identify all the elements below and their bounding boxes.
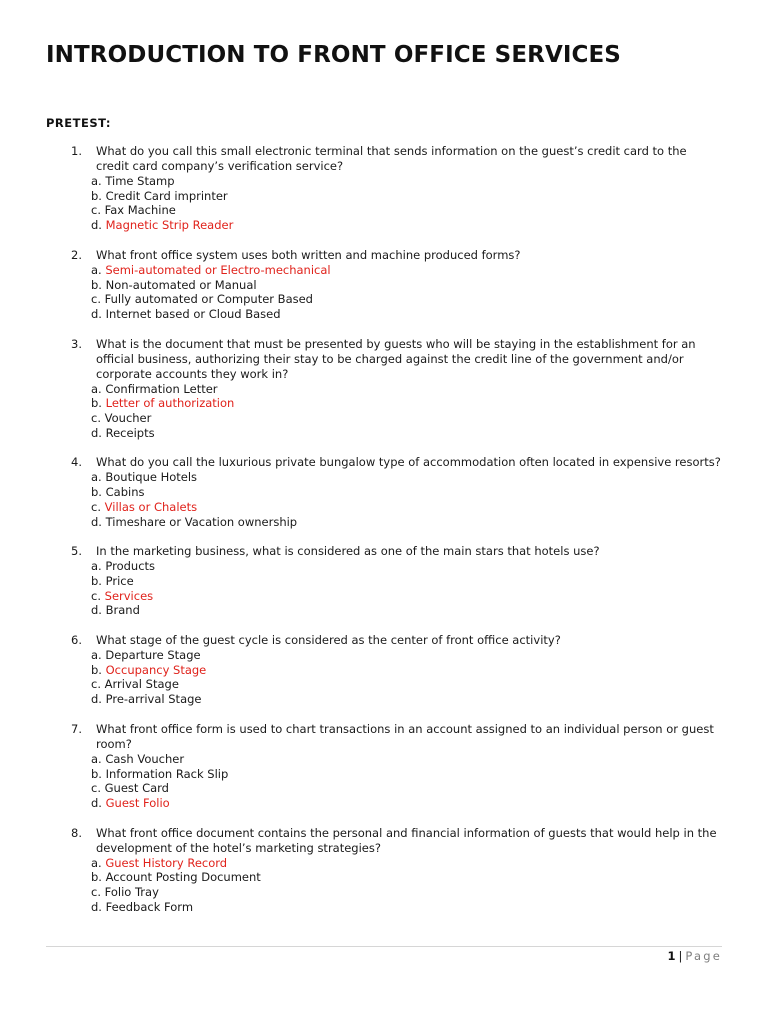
choice-list [0,174,768,233]
choice-text: Non-automated or Manual [105,277,257,292]
choice-d [91,796,768,811]
section-label: PRETEST: [46,116,111,130]
question-text: What front office form is used to chart transactions in an account assigned to an individual person or guest room? [96,721,714,751]
choice-text: Credit Card imprinter [105,188,228,203]
choice-letter: c. [91,885,101,900]
choice-a [91,174,768,189]
choice-letter: d. [91,514,102,529]
question-8 [0,826,768,915]
choice-letter: c. [91,677,101,692]
choice-text: Account Posting Document [105,870,261,885]
choice-text: Guest History Record [105,855,228,870]
question-number: 6. [71,633,82,648]
choice-letter: d. [91,425,102,440]
choice-c [91,677,768,692]
question-text: What front office document contains the personal and financial information of guests that would help in the development of the hotel’s marketing strategies? [96,825,717,855]
choice-letter: b. [91,766,102,781]
choice-letter: a. [91,174,102,188]
choice-text: Guest Folio [105,795,170,810]
choice-letter: a. [91,470,102,485]
choice-b [91,278,768,293]
choice-text: Occupancy Stage [105,662,207,677]
choice-letter: d. [91,603,102,618]
choice-b [91,663,768,678]
choice-c [91,781,768,796]
choice-letter: c. [91,203,101,218]
choice-text: Voucher [104,411,152,426]
question-2 [0,248,768,322]
question-6 [0,633,768,707]
choice-text: Villas or Chalets [104,499,198,514]
choice-letter: c. [91,411,101,426]
choice-letter: c. [91,588,101,603]
choice-a [91,648,768,663]
choice-text: Arrival Stage [104,677,179,692]
choice-text: Magnetic Strip Reader [105,218,234,233]
question-text: What do you call the luxurious private bungalow type of accommodation often located in expensive resorts? [96,455,721,470]
choice-b [91,485,768,500]
question-4 [0,455,768,529]
choice-b [91,870,768,885]
choice-letter: d. [91,795,102,810]
question-number: 2. [71,247,82,262]
choice-list [0,470,768,529]
question-3 [0,337,768,441]
choice-letter: b. [91,870,102,885]
choice-a [91,382,768,397]
choice-letter: a. [91,751,102,766]
choice-letter: b. [91,188,102,203]
choice-letter: a. [91,262,102,277]
page-title: INTRODUCTION TO FRONT OFFICE SERVICES [46,42,621,68]
choice-letter: b. [91,573,102,588]
choice-letter: c. [91,292,101,307]
choice-text: Cash Voucher [105,751,185,766]
page-footer [667,949,722,963]
choice-list [0,559,768,618]
choice-letter: d. [91,899,102,914]
choice-d [91,218,768,233]
choice-letter: c. [91,499,101,514]
choice-letter: b. [91,485,102,500]
question-text: What front office system uses both written and machine produced forms? [96,247,521,262]
choice-text: Time Stamp [105,174,175,188]
choice-letter: b. [91,396,102,411]
choice-d [91,603,768,618]
choice-a [91,470,768,485]
choice-c [91,885,768,900]
choice-letter: d. [91,306,102,321]
choice-letter: a. [91,381,102,396]
footer-divider [46,946,722,947]
choice-list [0,856,768,915]
question-number: 5. [71,544,82,559]
choice-text: Internet based or Cloud Based [105,306,281,321]
choice-text: Departure Stage [105,648,201,663]
choice-text: Fax Machine [104,203,176,218]
choice-c [91,500,768,515]
choice-d [91,692,768,707]
question-text: In the marketing business, what is considered as one of the main stars that hotels use? [96,544,600,559]
question-number: 4. [71,455,82,470]
choice-letter: a. [91,559,102,574]
choice-letter: d. [91,218,102,233]
question-number: 8. [71,825,82,840]
choice-a [91,856,768,871]
question-number: 1. [71,144,82,158]
footer-separator: | [678,949,683,963]
choice-text: Cabins [105,485,145,500]
choice-text: Guest Card [104,781,169,796]
choice-text: Receipts [105,425,155,440]
choice-c [91,411,768,426]
question-list [0,144,768,915]
choice-text: Semi-automated or Electro-mechanical [105,262,331,277]
question-text: What do you call this small electronic terminal that sends information on the guest’s credit card to the credit card company’s verification service? [96,144,687,173]
choice-letter: d. [91,692,102,707]
choice-d [91,900,768,915]
choice-list [0,752,768,811]
choice-letter: a. [91,648,102,663]
choice-b [91,189,768,204]
choice-text: Boutique Hotels [105,470,198,485]
choice-a [91,559,768,574]
choice-d [91,307,768,322]
choice-list [0,263,768,322]
choice-d [91,515,768,530]
choice-text: Feedback Form [105,899,194,914]
choice-b [91,767,768,782]
choice-text: Timeshare or Vacation ownership [105,514,298,529]
choice-letter: b. [91,662,102,677]
question-number: 3. [71,336,82,351]
question-number: 7. [71,721,82,736]
choice-text: Letter of authorization [105,396,235,411]
choice-text: Brand [105,603,140,618]
choice-list [0,382,768,441]
choice-b [91,396,768,411]
choice-a [91,263,768,278]
choice-d [91,426,768,441]
question-5 [0,544,768,618]
choice-b [91,574,768,589]
choice-text: Services [104,588,154,603]
question-text: What is the document that must be presented by guests who will be staying in the establishment for an official business, authorizing their stay to be charged against the credit line of the government and/or corporate accounts they work in? [96,336,696,381]
choice-letter: b. [91,277,102,292]
choice-c [91,589,768,604]
choice-text: Pre-arrival Stage [105,692,202,707]
page-number: 1 [667,949,676,963]
question-text: What stage of the guest cycle is considered as the center of front office activity? [96,633,561,648]
choice-text: Information Rack Slip [105,766,229,781]
choice-c [91,203,768,218]
choice-letter: a. [91,855,102,870]
page-word: Page [685,949,722,963]
question-1 [0,144,768,233]
choice-text: Fully automated or Computer Based [104,292,313,307]
choice-text: Folio Tray [104,885,159,900]
choice-text: Products [105,559,156,574]
choice-letter: c. [91,781,101,796]
choice-list [0,648,768,707]
choice-text: Price [105,573,134,588]
choice-text: Confirmation Letter [105,381,218,396]
choice-c [91,292,768,307]
choice-a [91,752,768,767]
question-7 [0,722,768,811]
